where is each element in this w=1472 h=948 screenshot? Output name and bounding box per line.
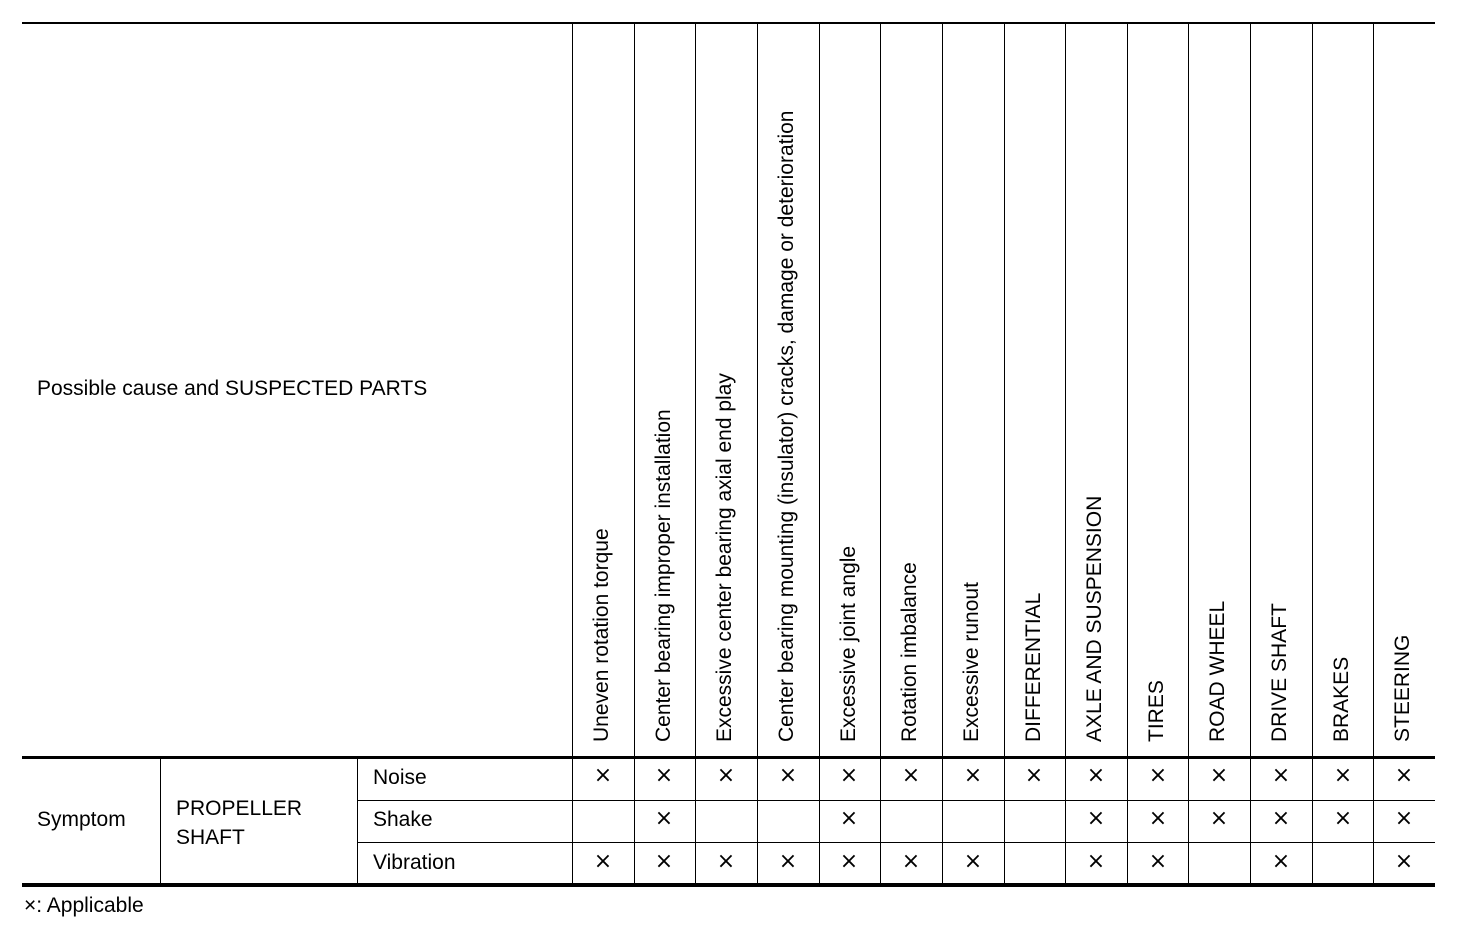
header-bottom-rule	[22, 756, 1435, 759]
column-divider	[1188, 24, 1189, 885]
applicable-mark: ×	[1333, 763, 1353, 788]
column-divider	[1065, 24, 1066, 885]
applicable-mark: ×	[654, 806, 674, 831]
applicable-mark: ×	[716, 763, 736, 788]
column-divider	[634, 24, 635, 885]
column-header: STEERING	[1391, 634, 1414, 742]
applicable-mark: ×	[1394, 806, 1414, 831]
applicable-mark: ×	[654, 849, 674, 874]
component-column-divider	[357, 758, 358, 885]
column-header: DRIVE SHAFT	[1268, 603, 1291, 742]
column-header: Uneven rotation torque	[590, 528, 613, 742]
column-divider	[1373, 24, 1374, 885]
applicable-mark: ×	[839, 763, 859, 788]
column-divider	[942, 24, 943, 885]
symptom-column-divider	[160, 758, 161, 885]
row-rule-2	[357, 842, 1435, 843]
column-divider	[1312, 24, 1313, 885]
applicable-mark: ×	[901, 849, 921, 874]
applicable-mark: ×	[1394, 849, 1414, 874]
column-header: Excessive center bearing axial end play	[713, 373, 736, 742]
applicable-mark: ×	[716, 849, 736, 874]
applicable-mark: ×	[1086, 806, 1106, 831]
column-header: Center bearing improper installation	[652, 409, 675, 742]
header-title: Possible cause and SUSPECTED PARTS	[37, 377, 428, 400]
column-header: AXLE AND SUSPENSION	[1083, 495, 1106, 742]
top-rule	[22, 22, 1435, 24]
applicable-mark: ×	[1271, 849, 1291, 874]
component-label: PROPELLER SHAFT	[176, 797, 303, 849]
applicable-mark: ×	[593, 849, 613, 874]
column-header: Excessive runout	[960, 582, 983, 742]
applicable-mark: ×	[1271, 763, 1291, 788]
symptom-noise: Noise	[373, 766, 427, 789]
applicable-mark: ×	[1271, 806, 1291, 831]
legend: ×: Applicable	[24, 894, 144, 917]
applicable-mark: ×	[778, 763, 798, 788]
column-divider	[819, 24, 820, 885]
symptom-label: Symptom	[37, 808, 126, 831]
applicable-mark: ×	[839, 806, 859, 831]
column-divider	[1127, 24, 1128, 885]
column-divider	[1004, 24, 1005, 885]
column-header: BRAKES	[1330, 656, 1353, 742]
applicable-mark: ×	[839, 849, 859, 874]
column-header: DIFFERENTIAL	[1022, 592, 1045, 742]
applicable-mark: ×	[1148, 763, 1168, 788]
column-divider	[1250, 24, 1251, 885]
applicable-mark: ×	[963, 763, 983, 788]
symptom-shake: Shake	[373, 808, 433, 831]
applicable-mark: ×	[1209, 806, 1229, 831]
symptom-vibration: Vibration	[373, 851, 456, 874]
applicable-mark: ×	[901, 763, 921, 788]
applicable-mark: ×	[1333, 806, 1353, 831]
column-header: TIRES	[1145, 680, 1168, 742]
applicable-mark: ×	[1148, 849, 1168, 874]
table-bottom-rule	[22, 883, 1435, 887]
applicable-mark: ×	[778, 849, 798, 874]
applicable-mark: ×	[1024, 763, 1044, 788]
applicable-mark: ×	[1086, 849, 1106, 874]
applicable-mark: ×	[1148, 806, 1168, 831]
column-header: Center bearing mounting (insulator) cracks, damage or deterioration	[775, 110, 798, 742]
column-divider	[695, 24, 696, 885]
applicable-mark: ×	[1209, 763, 1229, 788]
column-divider	[880, 24, 881, 885]
applicable-mark: ×	[1086, 763, 1106, 788]
column-divider	[572, 24, 573, 885]
column-header: Excessive joint angle	[837, 545, 860, 742]
row-rule-1	[357, 800, 1435, 801]
applicable-mark: ×	[654, 763, 674, 788]
column-header: Rotation imbalance	[898, 562, 921, 742]
applicable-mark: ×	[593, 763, 613, 788]
applicable-mark: ×	[963, 849, 983, 874]
column-divider	[757, 24, 758, 885]
applicable-mark: ×	[1394, 763, 1414, 788]
column-header: ROAD WHEEL	[1206, 600, 1229, 742]
